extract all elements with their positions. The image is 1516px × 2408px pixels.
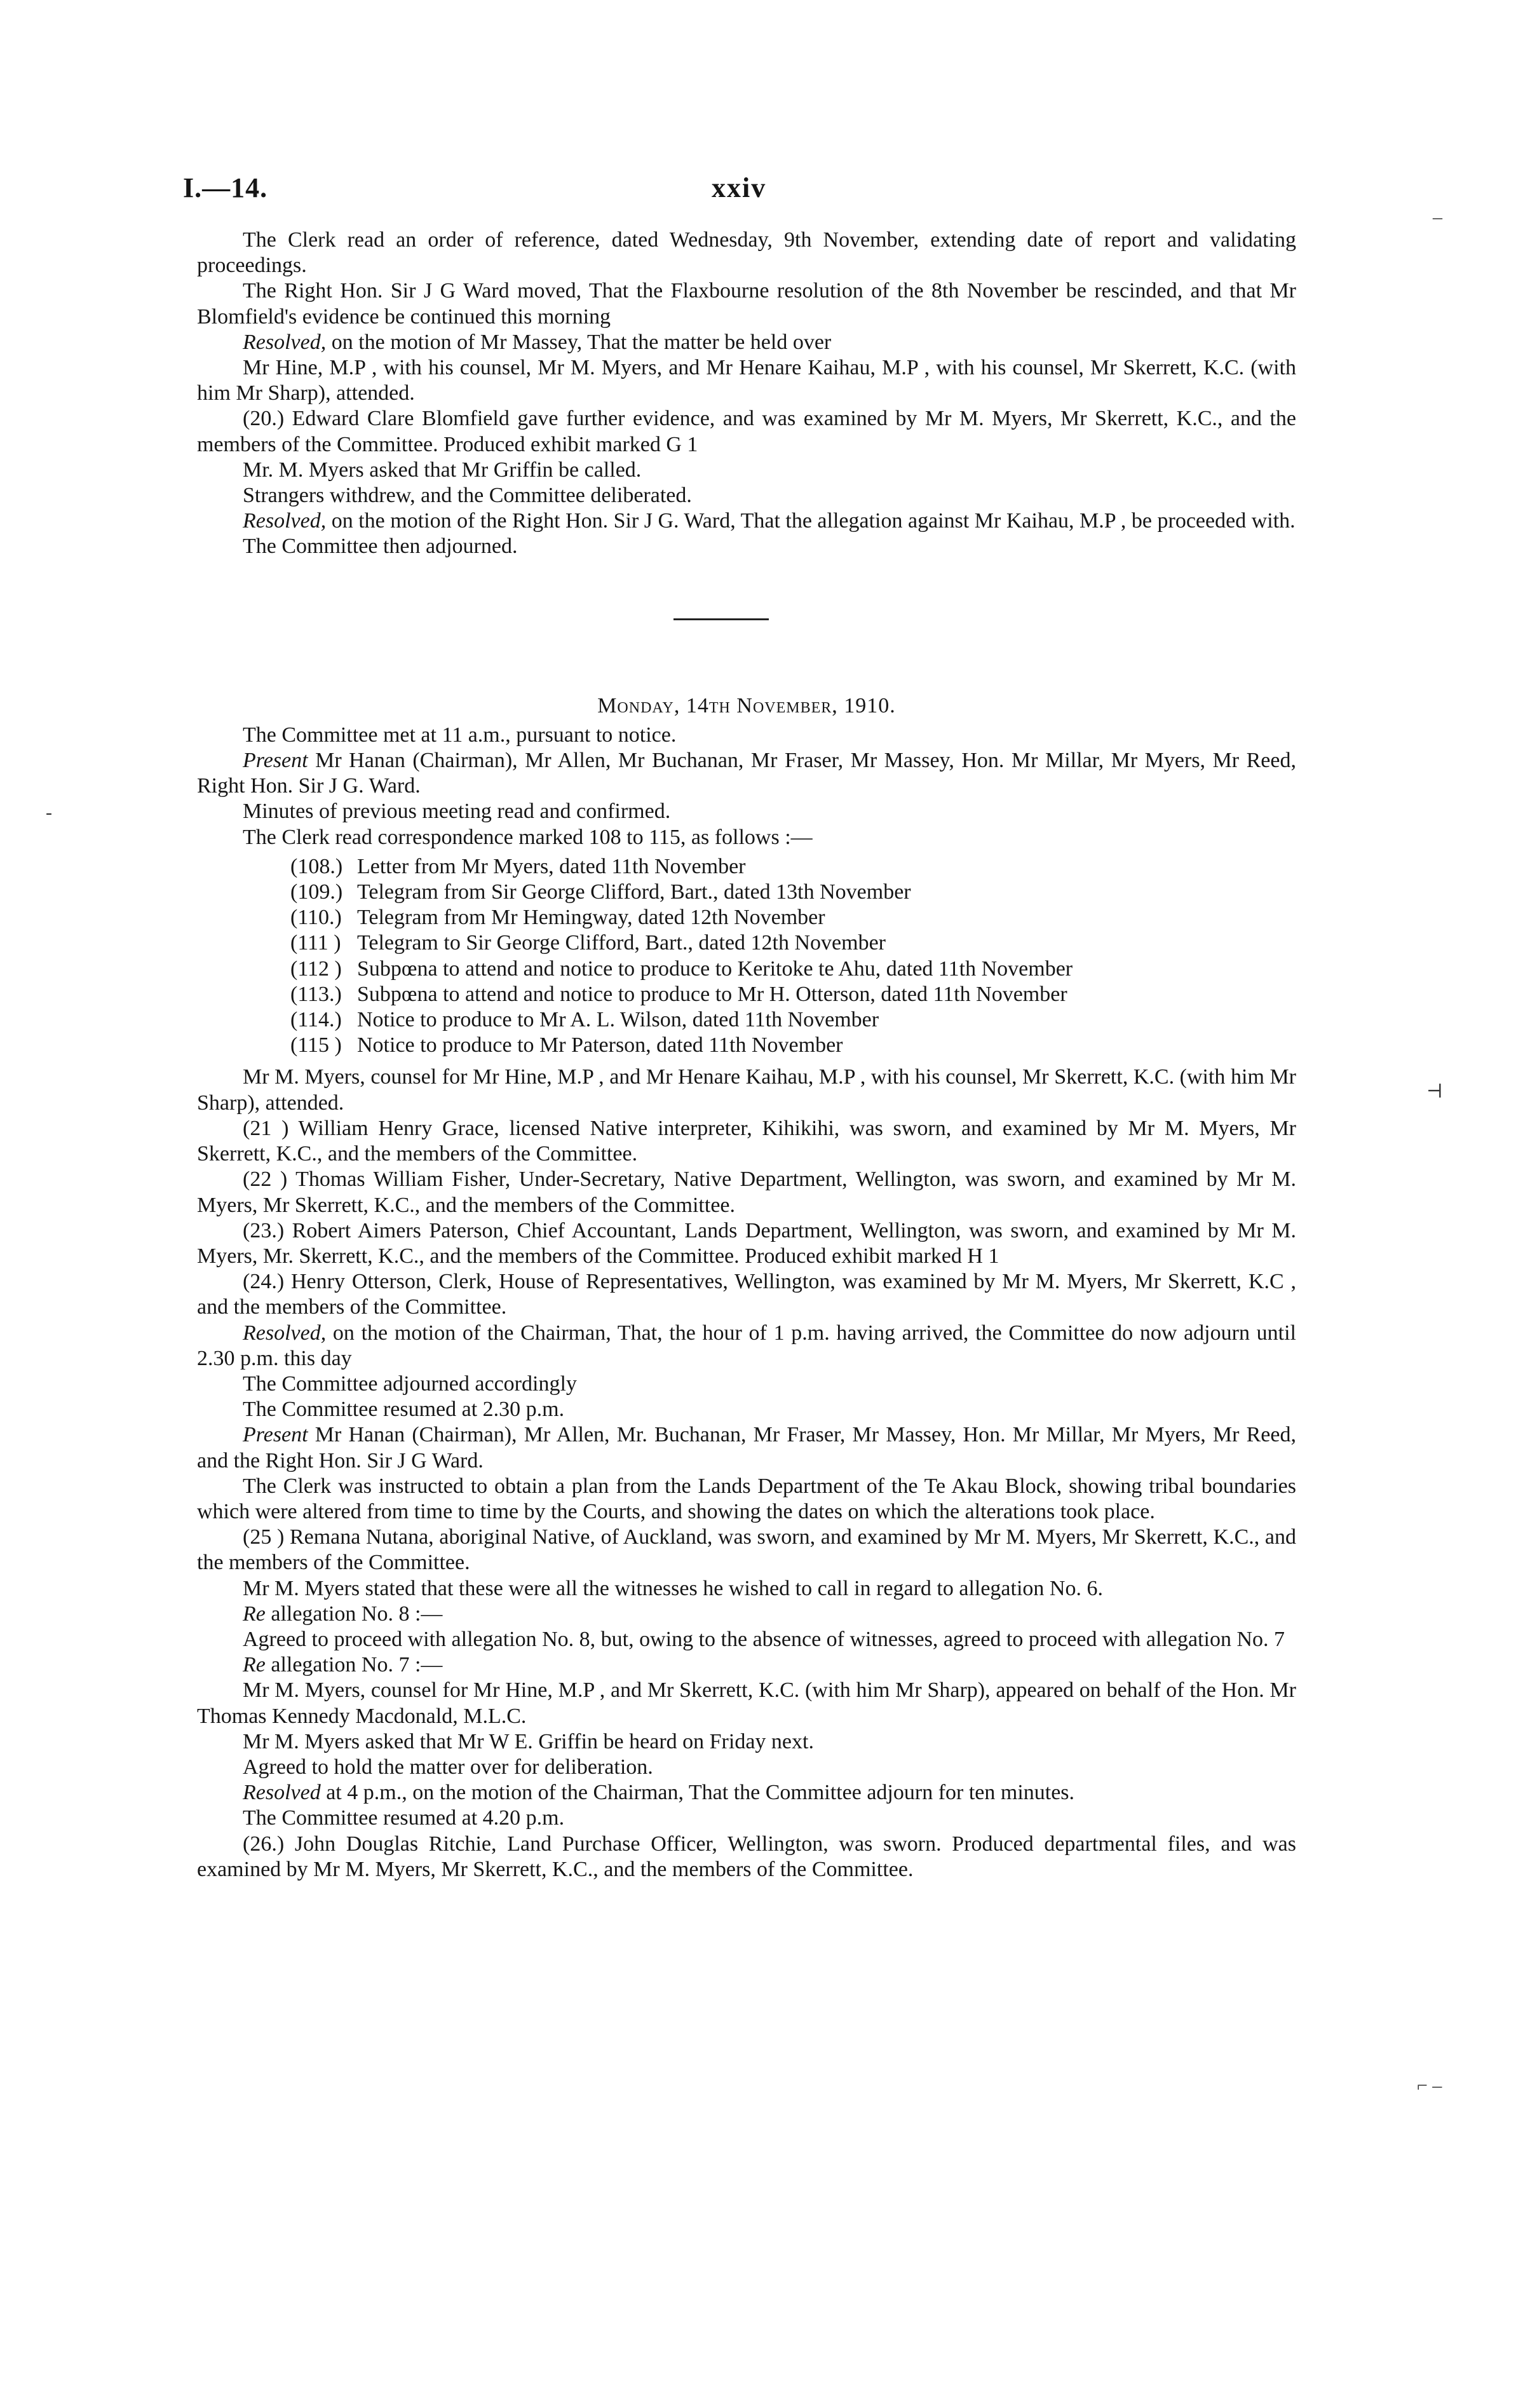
margin-mark: - — [46, 802, 52, 823]
correspondence-list — [290, 854, 1296, 1059]
emphasis: Re — [243, 1653, 266, 1677]
paragraph: (22 ) Thomas William Fisher, Under-Secretary, Native Department, Wellington, was sworn, and examined by Mr M. Myers, Mr Skerrett, K.C., and the members of the Committee. — [197, 1167, 1296, 1217]
paragraph: Mr Hine, M.P , with his counsel, Mr M. Myers, and Mr Henare Kaihau, M.P , with his counsel, Mr Skerrett, K.C. (with him Mr Sharp), attended. — [197, 356, 1296, 405]
paragraph: (21 ) William Henry Grace, licensed Native interpreter, Kihikihi, was sworn, and examined by Mr M. Myers, Mr Skerrett, K.C., and the members of the Committee. — [197, 1116, 1296, 1166]
paragraph: The Committee resumed at 2.30 p.m. — [243, 1398, 565, 1422]
emphasis: Resolved, — [243, 509, 327, 533]
paragraph: (25 ) Remana Nutana, aboriginal Native, of Auckland, was sworn, and examined by Mr M. Myers, Mr Skerrett, K.C., and the members of the Committee. — [197, 1525, 1296, 1575]
paragraph: The Committee resumed at 4.20 p.m. — [243, 1806, 565, 1830]
paragraph: Resolved, on the motion of the Chairman, That, the hour of 1 p.m. having arrived, the Committee do now adjourn until 2.30 p.m. this day — [197, 1321, 1296, 1370]
paragraph: Mr M. Myers asked that Mr W E. Griffin be heard on Friday next. — [243, 1729, 814, 1753]
paragraph: (23.) Robert Aimers Paterson, Chief Accountant, Lands Department, Wellington, was sworn, and examined by Mr M. Myers, Mr. Skerrett, K.C., and the members of the Committee. Produced exhibit marked H 1 — [197, 1218, 1296, 1268]
paragraph: Re allegation No. 7 :— — [243, 1653, 443, 1677]
paragraph: Mr M. Myers, counsel for Mr Hine, M.P , and Mr Skerrett, K.C. (with him Mr Sharp), appeared on behalf of the Hon. Mr Thomas Kennedy Macdonald, M.L.C. — [197, 1678, 1296, 1728]
emphasis: Resolved, — [243, 330, 327, 354]
paragraph: The Clerk read correspondence marked 108 to 115, as follows :— — [243, 825, 813, 849]
list-item: (115 ) Notice to produce to Mr Paterson, dated 11th November — [290, 1033, 843, 1058]
paragraph: (26.) John Douglas Ritchie, Land Purchase Officer, Wellington, was sworn. Produced departmental files, and was examined by Mr M. Myers, Mr Skerrett, K.C., and the members of the Committee. — [197, 1832, 1296, 1881]
list-item: (108.) Letter from Mr Myers, dated 11th November — [290, 854, 746, 878]
paragraph: Present Mr Hanan (Chairman), Mr Allen, Mr Buchanan, Mr Fraser, Mr Massey, Hon. Mr Millar, Mr Myers, Mr Reed, Right Hon. Sir J G. Ward. — [197, 749, 1296, 798]
paragraph: Resolved, on the motion of the Right Hon. Sir J G. Ward, That the allegation against Mr Kaihau, M.P , be proceeded with. — [243, 509, 1296, 533]
paragraph: Resolved, on the motion of Mr Massey, That the matter be held over — [243, 330, 832, 354]
paragraph: The Clerk was instructed to obtain a plan from the Lands Department of the Te Akau Block, showing tribal boundaries which were altered from time to time by the Courts, and showing the dates on which the alterations took place. — [197, 1474, 1296, 1523]
paragraph: Present Mr Hanan (Chairman), Mr Allen, Mr. Buchanan, Mr Fraser, Mr Massey, Hon. Mr Millar, Mr Myers, Mr Reed, and the Right Hon. Sir J G Ward. — [197, 1423, 1296, 1473]
margin-mark: – — [1433, 207, 1442, 228]
document-page — [183, 172, 1296, 1882]
section-body — [197, 1065, 1296, 1882]
paragraph: Mr. M. Myers asked that Mr Griffin be called. — [243, 458, 642, 482]
page-number: xxiv — [712, 172, 767, 203]
top-proceedings — [197, 228, 1296, 560]
paragraph: The Clerk read an order of reference, dated Wednesday, 9th November, extending date of report and validating proceedings. — [197, 228, 1296, 278]
emphasis: Resolved, — [243, 1321, 327, 1345]
paragraph: The Right Hon. Sir J G Ward moved, That the Flaxbourne resolution of the 8th November be rescinded, and that Mr Blomfield's evidence be continued this morning — [197, 279, 1296, 329]
list-item: (109.) Telegram from Sir George Clifford, Bart., dated 13th November — [290, 880, 911, 904]
emphasis: Present — [243, 1423, 308, 1447]
section-intro — [197, 723, 1296, 850]
paragraph: The Committee met at 11 a.m., pursuant to notice. — [243, 723, 677, 747]
paragraph: Agreed to hold the matter over for deliberation. — [243, 1755, 653, 1779]
paragraph: Mr M. Myers stated that these were all the witnesses he wished to call in regard to allegation No. 6. — [243, 1576, 1103, 1600]
list-item: (111 ) Telegram to Sir George Clifford, Bart., dated 12th November — [290, 931, 886, 955]
list-item: (110.) Telegram from Mr Hemingway, dated 12th November — [290, 906, 825, 930]
paragraph: Resolved at 4 p.m., on the motion of the Chairman, That the Committee adjourn for ten minutes. — [243, 1781, 1075, 1805]
paragraph: (24.) Henry Otterson, Clerk, House of Representatives, Wellington, was examined by Mr M. Myers, Mr Skerrett, K.C , and the members of the Committee. — [197, 1270, 1296, 1319]
section-divider — [673, 618, 769, 620]
list-item: (113.) Subpœna to attend and notice to produce to Mr H. Otterson, dated 11th November — [290, 982, 1067, 1006]
page-reference: I.—14. — [183, 172, 268, 203]
emphasis: Present — [243, 749, 308, 773]
paragraph: (20.) Edward Clare Blomfield gave further evidence, and was examined by Mr M. Myers, Mr Skerrett, K.C., and the members of the Committee. Produced exhibit marked G 1 — [197, 407, 1296, 456]
list-item: (112 ) Subpœna to attend and notice to produce to Keritoke te Ahu, dated 11th November — [290, 956, 1073, 981]
paragraph: Mr M. Myers, counsel for Mr Hine, M.P , and Mr Henare Kaihau, M.P , with his counsel, Mr Skerrett, K.C. (with him Mr Sharp), attended. — [197, 1065, 1296, 1115]
paragraph: Strangers withdrew, and the Committee deliberated. — [243, 484, 692, 508]
paragraph: Re allegation No. 8 :— — [243, 1602, 443, 1626]
paragraph: Minutes of previous meeting read and confirmed. — [243, 799, 671, 824]
emphasis: Re — [243, 1602, 266, 1626]
emphasis: Resolved — [243, 1781, 321, 1805]
margin-mark: ⌐ – — [1417, 2075, 1442, 2096]
list-item: (114.) Notice to produce to Mr A. L. Wilson, dated 11th November — [290, 1008, 879, 1032]
paragraph: Agreed to proceed with allegation No. 8, but, owing to the absence of witnesses, agreed to proceed with allegation No. 7 — [243, 1627, 1285, 1651]
margin-mark: ⊣ — [1426, 1081, 1443, 1102]
page-header — [183, 172, 1296, 222]
paragraph: The Committee then adjourned. — [243, 534, 518, 559]
section-date-heading: Monday, 14th November, 1910. — [597, 693, 896, 718]
paragraph: The Committee adjourned accordingly — [243, 1371, 577, 1396]
